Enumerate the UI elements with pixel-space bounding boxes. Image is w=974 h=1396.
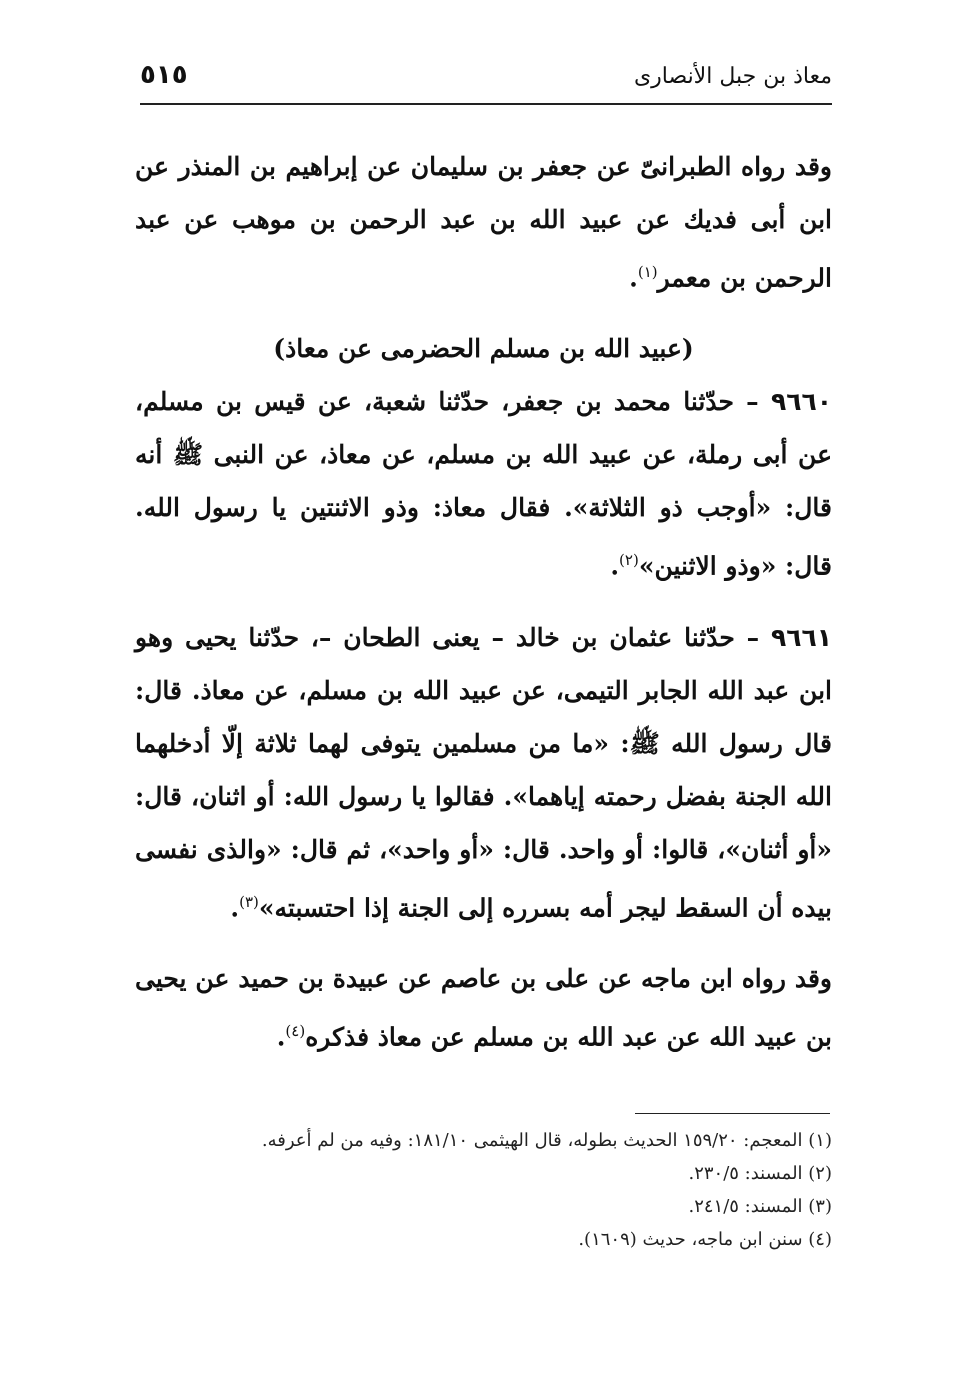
footnote-4: (٤) سنن ابن ماجه، حديث (١٦٠٩). [578, 1229, 832, 1250]
section-heading: (عبيد الله بن مسلم الحضرمى عن معاذ) [273, 334, 694, 364]
paragraph-tabarani: وقد رواه الطبرانىّ عن جعفر بن سليمان عن إبراهيم بن المنذر عن ابن أبى فديك عن عبيد الله بن عبد الرحمن بن موهب عن عبد الرحمن بن معمر$^{(١)}$. [135, 152, 832, 293]
page-header [140, 60, 832, 100]
header-rule [140, 103, 832, 105]
footnote-ref-2: (٢) [619, 551, 639, 570]
running-title: معاذ بن جبل الأنصارى [633, 64, 832, 89]
footnote-separator [635, 1113, 830, 1114]
hadith-number: ٩٦٦٠ [770, 387, 832, 417]
hadith-number: ٩٦٦١ [770, 622, 832, 652]
footnote-2: (٢) المسند: ٢٣٠/٥. [688, 1163, 832, 1184]
paragraph-ibn-majah: وقد رواه ابن ماجه عن على بن عاصم عن عبيدة بن حميد عن يحيى بن عبيد الله عن عبد الله بن مسلم عن معاذ فذكره$^{(٤)}$. [135, 963, 832, 1052]
hadith-9661: ٩٦٦١ – حدّثنا عثمان بن خالد – يعنى الطحان –، حدّثنا يحيى وهو ابن عبد الله الجابر التيمى، عن عبيد الله بن مسلم، عن معاذ. قال: قال رسول الله ﷺ: «ما من مسلمين يتوفى لهما ثلاثة إلّا أدخلهما الله الجنة بفضل رحمته إياهما». فقالوا يا رسول الله: أو اثنان، قال: «أو أثنان»، قالوا: أو واحد. قال: «أو واحد»، ثم قال: «والذى نفسى بيده أن السقط ليجر أمه بسرره إلى الجنة إذا احتسبته»$^{(٣)}$. [135, 622, 832, 922]
footnote-ref-1: (١) [637, 263, 658, 281]
footnotes [135, 1124, 832, 1256]
hadith-9660: ٩٦٦٠ – حدّثنا محمد بن جعفر، حدّثنا شعبة، عن قيس بن مسلم، عن أبى رملة، عن عبيد الله بن مسلم، عن معاذ، عن النبى ﷺ أنه قال: «أوجب ذو الثلاثة». فقال معاذ: وذو الاثنتين يا رسول الله. قال: «وذو الاثنين»$^{(٢)}$. [135, 387, 833, 581]
page-number: ٥١٥ [140, 60, 188, 90]
footnote-3: (٣) المسند: ٢٤١/٥. [688, 1196, 832, 1217]
footnote-1: (١) المعجم: ١٥٩/٢٠ الحديث بطوله، قال الهيثمى ١٨١/١٠: وفيه من لم أعرفه. [261, 1130, 832, 1151]
main-text [135, 140, 832, 1063]
footnote-ref-4: (٤) [285, 1021, 306, 1040]
footnote-ref-3: (٣) [239, 892, 259, 911]
